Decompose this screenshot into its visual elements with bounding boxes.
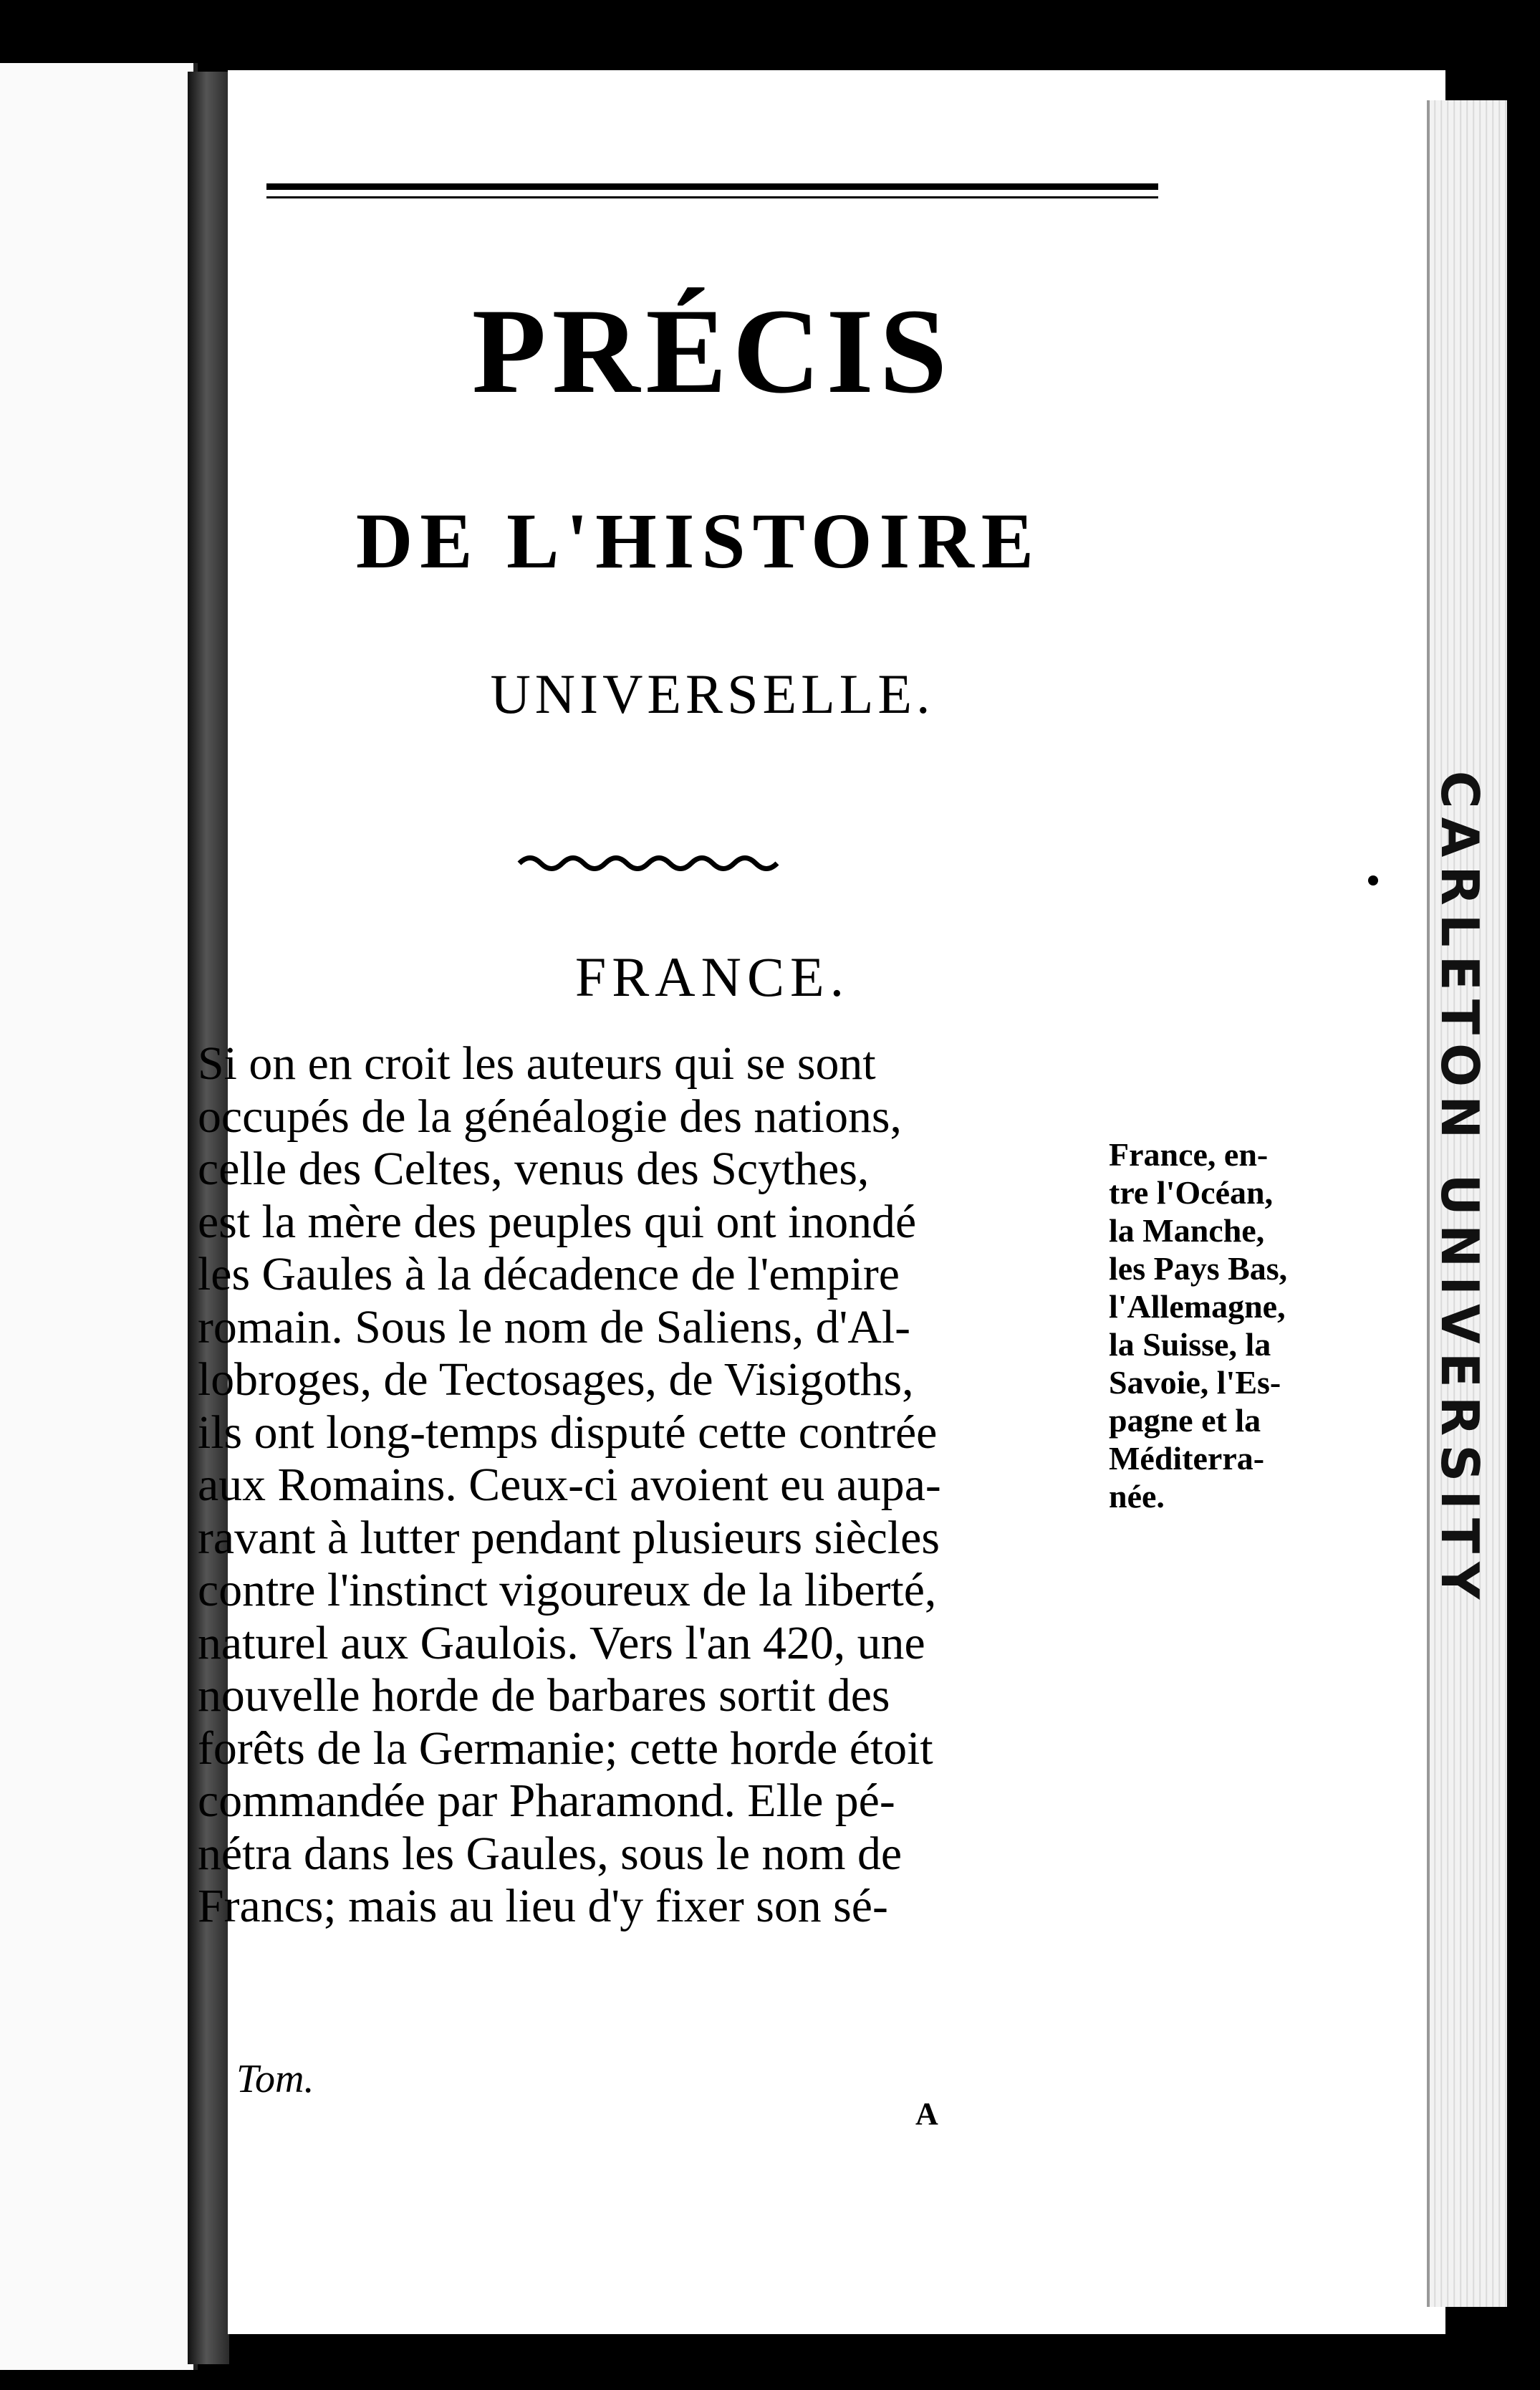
body-line: occupés de la généalogie des nations,	[198, 1090, 902, 1143]
marginal-note-line: la Suisse, la	[1109, 1326, 1271, 1363]
marginal-note-line: les Pays Bas,	[1109, 1250, 1288, 1287]
facing-page-edge	[0, 63, 198, 2370]
marginal-note-line: Méditerra-	[1109, 1440, 1265, 1477]
library-stamp-text: CARLETON UNIVERSITY	[1430, 770, 1490, 1608]
footer-volume-label: Tom.	[236, 2057, 314, 2101]
body-line: ils ont long-temps disputé cette contrée	[198, 1406, 938, 1459]
section-heading: FRANCE.	[574, 946, 850, 1008]
body-line: naturel aux Gaulois. Vers l'an 420, une	[198, 1616, 925, 1669]
body-line: celle des Celtes, venus des Scythes,	[198, 1143, 870, 1195]
body-line: commandée par Pharamond. Elle pé-	[198, 1775, 895, 1827]
body-line: ravant à lutter pendant plusieurs siècles	[198, 1511, 940, 1564]
library-stamp	[1431, 602, 1488, 1777]
ink-spot	[1368, 875, 1378, 886]
marginal-note-line: Savoie, l'Es-	[1109, 1364, 1281, 1401]
marginal-note-line: tre l'Océan,	[1109, 1174, 1274, 1211]
marginal-note-line: née.	[1109, 1478, 1165, 1515]
rule-thick	[266, 183, 1158, 190]
body-line: nétra dans les Gaules, sous le nom de	[198, 1827, 903, 1880]
book-subtitle: DE L'HISTOIRE	[355, 497, 1041, 585]
body-line: est la mère des peuples qui ont inondé	[198, 1195, 917, 1248]
marginal-note-line: la Manche,	[1109, 1212, 1265, 1249]
body-line: nouvelle horde de barbares sortit des	[198, 1669, 890, 1722]
body-line: forêts de la Germanie; cette horde étoit	[198, 1722, 933, 1775]
body-line: romain. Sous le nom de Saliens, d'Al-	[198, 1300, 911, 1353]
body-line: Si on en croit les auteurs qui se sont	[198, 1037, 876, 1090]
book-title: PRÉCIS	[471, 284, 953, 418]
body-line: les Gaules à la décadence de l'empire	[198, 1248, 900, 1300]
marginal-note-line: l'Allemagne,	[1109, 1288, 1286, 1325]
marginal-note	[1109, 1136, 1338, 1515]
signature-mark: A	[915, 2096, 938, 2131]
body-line: Francs; mais au lieu d'y fixer son sé-	[198, 1880, 888, 1932]
rule-thin	[266, 196, 1158, 198]
body-text	[198, 1037, 1093, 1933]
marginal-note-line: pagne et la	[1109, 1402, 1261, 1439]
marginal-note-line: France, en-	[1109, 1136, 1269, 1173]
body-line: contre l'instinct vigoureux de la liberté,	[198, 1564, 937, 1616]
body-line: aux Romains. Ceux-ci avoient eu aupa-	[198, 1459, 941, 1511]
book-subtitle-2: UNIVERSELLE.	[490, 663, 935, 725]
body-line: lobroges, de Tectosages, de Visigoths,	[198, 1353, 914, 1406]
header-double-rule	[266, 179, 1158, 205]
wavy-ornament	[516, 849, 788, 878]
